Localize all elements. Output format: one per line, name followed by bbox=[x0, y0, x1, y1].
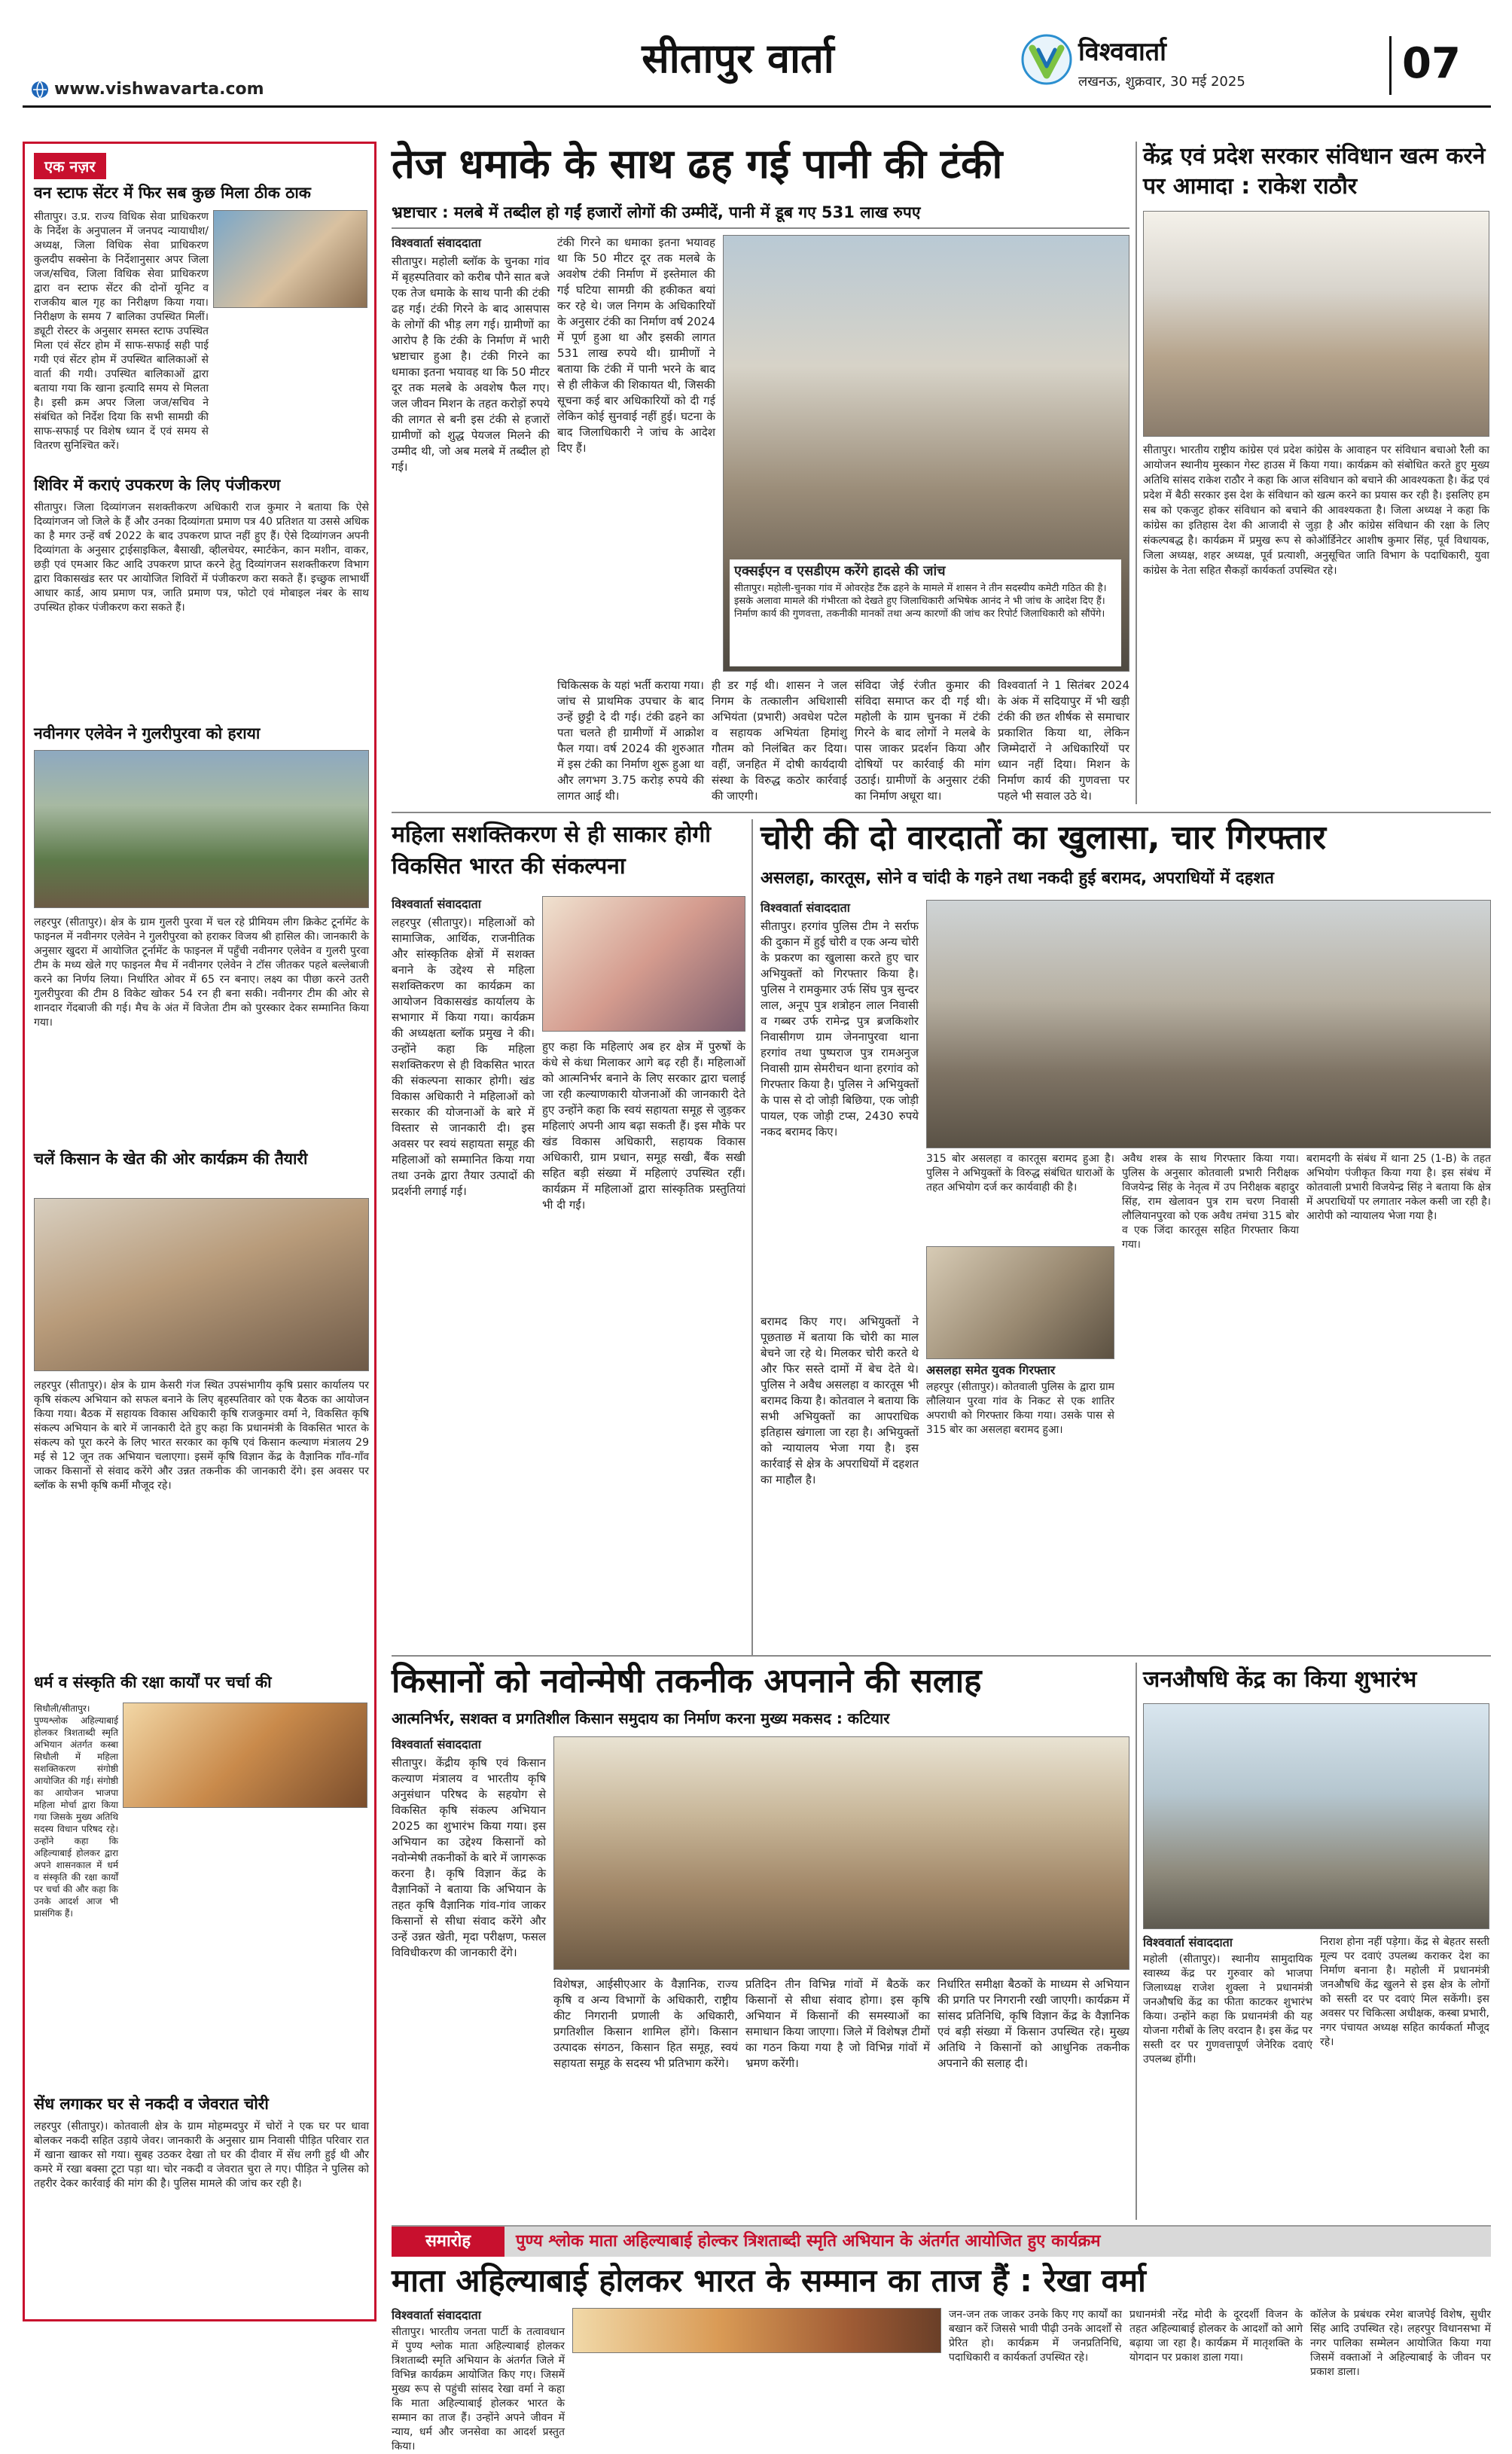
chori-photo-suspect bbox=[926, 1246, 1114, 1359]
sidebar-story-6-title: सेंध लगाकर घर से नकदी व जेवरात चोरी bbox=[34, 2095, 269, 2113]
sidebar-story-4-title: चलें किसान के खेत की ओर कार्यक्रम की तैयारी bbox=[34, 1150, 308, 1168]
lead-bottom-column-1: चिकित्सक के यहां भर्ती कराया गया। जांच से प्राथमिक उपचार के बाद उन्हें छुट्टी दे दी गई। टंकी ढहने का पता चलते ही ग्रामीणों में आक्रोश फैल गया। वर्ष 2024 की शुरुआत में इस टंकी का निर्माण शुरू हुआ था और लगभग 3.75 करोड़ रुपये की लागत आई थी। bbox=[557, 678, 704, 803]
chori-photo-arrested-group bbox=[926, 900, 1491, 1148]
lead-photo-tank-collapse bbox=[723, 235, 1129, 672]
sidebar-story-3-photo bbox=[34, 750, 369, 908]
kisan-subhead: आत्मनिर्भर, सशक्त व प्रगतिशील किसान समुदाय का निर्माण करना मुख्य मकसद : कटियार bbox=[392, 1709, 890, 1727]
samaroh-headline: माता अहिल्याबाई होलकर भारत के सम्मान का ताज हैं : रेखा वर्मा bbox=[392, 2262, 1146, 2299]
jan-byline: विश्ववार्ता संवाददाता bbox=[1143, 1935, 1233, 1949]
jan-photo-inauguration bbox=[1143, 1703, 1489, 1929]
header-rule bbox=[23, 105, 1491, 108]
chori-photo-1-caption: 315 बोर असलहा व कारतूस बरामद हुआ है। पुलिस ने अभियुक्तों के विरुद्ध संबंधित धाराओं के तहत अभियोग दर्ज कर कार्यवाही की है। bbox=[926, 1153, 1114, 1193]
lead-bottom-column-2: ही डर गई थी। शासन ने जल निगम के तत्कालीन अधिशासी अभियंता (प्रभारी) अवधेश पटेल व सहायक अभियंता हिमांशु गौतम को निलंबित कर दिया। वहीं, जनहित में दोषी कार्यदायी संस्था के विरुद्ध कठोर कार्रवाई की जाएगी। bbox=[712, 678, 847, 803]
sidebar-story-2-body: सीतापुर। जिला दिव्यांगजन सशक्तीकरण अधिकारी राज कुमार ने बताया कि ऐसे दिव्यांगजन जो जिले के हैं और उनका दिव्यांगता प्रमाण पत्र 40 प्रतिशत या उससे अधिक का है मगर उन्हें वर्ष 2022 के बाद उपकरण प्राप्त नहीं हुए हैं। ऐसे दिव्यांगजन अपनी दिव्यांगता के अनुसार ट्राईसाइकिल, बैसाखी, व्हीलचेयर, स्मार्टकेन, कान मशीन, वाकर, छड़ी एवं एमआर किट आदि उपकरण प्राप्त करने हेतु दिव्यांगजन सशक्तीकरण विभाग द्वारा विकासखंड स्तर पर आयोजित शिविरों में पंजीकरण करा सकते हैं। इच्छुक लाभार्थी आधार कार्ड, आय प्रमाण पत्र, जाति प्रमाण पत्र, फोटो एवं मोबाइल नंबर के साथ उपस्थित होकर पंजीकरण करा सकते हैं। bbox=[34, 501, 369, 614]
samaroh-tag: समारोह bbox=[392, 2227, 505, 2257]
kisan-headline: किसानों को नवोन्मेषी तकनीक अपनाने की सलाह bbox=[392, 1662, 982, 1700]
right-top-headline: केंद्र एवं प्रदेश सरकार संविधान खत्म करने पर आमादा : राकेश राठौर bbox=[1143, 143, 1486, 200]
right-top-caption: सीतापुर। भारतीय राष्ट्रीय कांग्रेस एवं प्रदेश कांग्रेस के आवाहन पर संविधान बचाओ रैली का आयोजन स्थानीय मुस्कान गेस्ट हाउस में किया गया। कार्यक्रम को संबोधित करते हुए मुख्य अतिथि सांसद राकेश राठौर ने कहा कि आज संविधान को बचाने की आवश्यकता है। केंद्र एवं प्रदेश में बैठी सरकार इस देश के संविधान को खत्म करने का प्रयास कर रही है। इसलिए हम सब को एकजुट होकर संविधान को बचाने की आवश्यकता है। जिला अध्यक्ष ने कहा कि कांग्रेस का इतिहास देश की आजादी से जुड़ा है और कांग्रेस संविधान की रक्षा के लिए संकल्पबद्ध है। कार्यक्रम में प्रमुख रूप से कोऑर्डिनेटर आशीष कुमार सिंह, पूर्व विधायक, जिला अध्यक्ष, शहर अध्यक्ष, पूर्व प्रत्याशी, अनुसूचित जाति विभाग के पदाधिकारी, युवा कांग्रेस के नेता सहित सैकड़ों कार्यकर्ता उपस्थित रहे। bbox=[1143, 444, 1489, 577]
kisan-column-2: विशेषज्ञ, आईसीएआर के वैज्ञानिक, राज्य कृषि व अन्य विभागों के अधिकारी, राष्ट्रीय कीट निगरानी प्रणाली के अधिकारी, प्रगतिशील किसान शामिल होंगे। किसान उत्पादक संगठन, किसान हित समूह, स्वयं सहायता समूह के सदस्य भी प्रतिभाग करेंगे। bbox=[553, 1977, 738, 2070]
brand-name: विश्ववार्ता bbox=[1078, 37, 1166, 67]
dateline: लखनऊ, शुक्रवार, 30 मई 2025 bbox=[1078, 74, 1245, 90]
page-section-title: सीतापुर वार्ता bbox=[642, 34, 834, 82]
header-divider bbox=[1389, 36, 1392, 95]
page-header bbox=[0, 0, 1512, 113]
samaroh-photo-stage bbox=[572, 2308, 941, 2353]
lead-bottom-column-3: संविदा जेई रंजीत कुमार की संविदा समाप्त कर दी गई थी। महोली के ग्राम चुनका में टंकी गिरने के बाद लोगों ने मलबे के पास जाकर प्रदर्शन किया और दोषियों पर कार्रवाई की मांग उठाई। ग्रामीणों के अनुसार टंकी का निर्माण अधूरा था। bbox=[855, 678, 990, 803]
section-rule-2 bbox=[392, 1655, 1491, 1657]
chori-column-1 bbox=[761, 900, 919, 1310]
globe-icon bbox=[30, 80, 50, 99]
samaroh-column-2: जन-जन तक जाकर उनके किए गए कार्यों का बखान करें जिससे भावी पीढ़ी उनके आदर्शों से प्रेरित हो। कार्यक्रम में जनप्रतिनिधि, पदाधिकारी व कार्यकर्ता उपस्थित रहे। bbox=[949, 2309, 1122, 2364]
chori-byline: विश्ववार्ता संवाददाता bbox=[761, 901, 850, 915]
lead-photo-caption-title: एक्सईएन व एसडीएम करेंगे हादसे की जांच bbox=[734, 563, 946, 579]
mahila-column-2: हुए कहा कि महिलाएं अब हर क्षेत्र में पुरुषों के कंधे से कंधा मिलाकर आगे बढ़ रही हैं। महिलाओं को आत्मनिर्भर बनाने के लिए सरकार द्वारा चलाई जा रही कल्याणकारी योजनाओं की जानकारी देते हुए उन्होंने कहा कि स्वयं सहायता समूह से जुड़कर महिलाएं अपनी आय बढ़ा सकती हैं। इस मौके पर खंड विकास अधिकारी, सहायक विकास अधिकारी, ग्राम प्रधान, समूह सखी, बैंक सखी सहित बड़ी संख्या में महिलाएं उपस्थित रहीं। कार्यक्रम में महिलाओं द्वारा सांस्कृतिक प्रस्तुतियां भी दी गईं। bbox=[542, 1040, 745, 1212]
sidebar-story-3-title: नवीनगर एलेवेन ने गुलरीपुरवा को हराया bbox=[34, 724, 261, 742]
sidebar-story-6-body: लहरपुर (सीतापुर)। कोतवाली क्षेत्र के ग्राम मोहम्मदपुर में चोरों ने एक घर पर धावा बोलकर नकदी सहित उड़ाये जेवर। जानकारी के अनुसार ग्राम निवासी पीड़ित परिवार रात में खाना खाकर सो गया। सुबह उठकर देखा तो घर की दीवार में सेंध लगी हुई थी और कमरे में रखा बक्सा टूटा पड़ा था। चोर नकदी व जेवरात चुरा ले गए। पीड़ित ने पुलिस को तहरीर देकर कार्रवाई की मांग की है। पुलिस मामले की जांच कर रही है। bbox=[34, 2120, 369, 2190]
jan-column-1 bbox=[1143, 1935, 1312, 2218]
kisan-divider bbox=[1136, 1663, 1137, 2220]
sidebar-story-1-photo bbox=[213, 210, 367, 308]
lead-column-2: टंकी गिरने का धमाका इतना भयावह था कि 50 मीटर दूर तक मलबे के अवशेष टंकी निर्माण में इस्तेमाल की गई घटिया सामग्री की हकीकत बयां कर रहे थे। जल निगम के अधिकारियों के अनुसार टंकी का निर्माण वर्ष 2024 में पूर्ण हुआ था और इसकी लागत 531 लाख रुपये थी। ग्रामीणों ने बताया कि टंकी में पानी भरने के बाद से ही लीकेज की शिकायत थी, जिसकी सूचना कई बार अधिकारियों को दी गई लेकिन कोई सुनवाई नहीं हुई। घटना के बाद जिलाधिकारी ने जांच के आदेश दिए हैं। bbox=[557, 236, 715, 455]
mahila-photo-event bbox=[542, 896, 745, 1032]
page-number: 07 bbox=[1402, 39, 1461, 88]
lead-byline: विश्ववार्ता संवाददाता bbox=[392, 236, 481, 250]
sidebar-story-2-title: शिविर में कराएं उपकरण के लिए पंजीकरण bbox=[34, 476, 281, 494]
website-link[interactable]: www.vishwavarta.com bbox=[54, 80, 264, 99]
jan-headline: जनऔषधि केंद्र का किया शुभारंभ bbox=[1143, 1666, 1417, 1693]
chori-column-3: अवैध शस्त्र के साथ गिरफ्तार किया गया। पुलिस के अनुसार कोतवाली प्रभारी निरीक्षक विजयेन्द्र सिंह के नेतृत्व में उप निरीक्षक बहादुर सिंह, राम खेलावन पुत्र राम चरण निवासी लौलियानपुरवा को एक अवैध तमंचा 315 बोर व एक जिंदा कारतूस सहित गिरफ्तार किया गया। bbox=[1122, 1153, 1299, 1251]
samaroh-strip bbox=[392, 2225, 1491, 2257]
samaroh-byline: विश्ववार्ता संवाददाता bbox=[392, 2308, 481, 2322]
mahila-divider bbox=[751, 819, 753, 1655]
chori-photo-2-caption bbox=[926, 1363, 1114, 1649]
lead-headline: तेज धमाके के साथ ढह गई पानी की टंकी bbox=[392, 140, 1003, 187]
sidebar-story-5-title: धर्म व संस्कृति की रक्षा कार्यों पर चर्चा की bbox=[34, 1673, 272, 1691]
kisan-photo-meeting bbox=[553, 1736, 1129, 1970]
mahila-headline: महिला सशक्तिकरण से ही साकार होगी विकसित भारत की संकल्पना bbox=[392, 822, 712, 879]
mahila-column-1-text: लहरपुर (सीतापुर)। महिलाओं को सामाजिक, आर्थिक, राजनीतिक और सांस्कृतिक क्षेत्रों में सशक्त बनाने के उद्देश्य से महिला सशक्तिकरण का कार्यक्रम का आयोजन विकासखंड कार्यालय के सभागार में किया गया। कार्यक्रम की अध्यक्षता ब्लॉक प्रमुख ने की। उन्होंने कहा कि महिला सशक्तिकरण से ही विकसित भारत की संकल्पना साकार होगी। खंड विकास अधिकारी ने महिलाओं को सरकार की योजनाओं के बारे में विस्तार से जानकारी दी। इस अवसर पर स्वयं सहायता समूह की महिलाओं को सम्मानित किया गया तथा उनके द्वारा तैयार उत्पादों की प्रदर्शनी लगाई गई। bbox=[392, 916, 535, 1198]
chori-column-1-text: सीतापुर। हरगांव पुलिस टीम ने सर्राफ की दुकान में हुई चोरी व एक अन्य चोरी के प्रकरण का खुलासा करते हुए चार अभियुक्तों को गिरफ्तार किया है। पुलिस ने रामकुमार उर्फ सिंघ पुत्र सुन्दर लाल, अनूप पुत्र शत्रोहन लाल निवासी व गब्बर उर्फ रामेन्द्र पुत्र ब्रजकिशोर निवासीगण ग्राम जेननापुरवा थाना हरगांव तथा पुष्पराज पुत्र रामअनुज निवासी ग्राम सेमरीचन थाना हरगांव को गिरफ्तार किया है। पुलिस ने अभियुक्तों के पास से दो जोड़ी बिछिया, एक जोड़ी पायल, एक जोड़ी टप्स, 2430 रुपये नकद बरामद किए। bbox=[761, 919, 919, 1139]
kisan-column-1-text: सीतापुर। केंद्रीय कृषि एवं किसान कल्याण मंत्रालय व भारतीय कृषि अनुसंधान परिषद के सहयोग से विकसित कृषि संकल्प अभियान 2025 का शुभारंभ किया गया। इस अभियान का उद्देश्य किसानों को नवोन्मेषी तकनीकों के बारे में जागरूक करना है। कृषि विज्ञान केंद्र के वैज्ञानिकों ने बताया कि अभियान के तहत कृषि वैज्ञानिक गांव-गांव जाकर किसानों से सीधा संवाद करेंगे और उन्हें उन्नत खेती, मृदा परीक्षण, फसल विविधीकरण की जानकारी देंगे। bbox=[392, 1756, 546, 1959]
chori-column-4: बरामदगी के संबंध में थाना 25 (1-B) के तहत अभियोग पंजीकृत किया गया है। इस संबंध में कोतवाली प्रभारी विजयेन्द्र सिंह ने बताया कि क्षेत्र में अपराधियों पर लगातार नकेल कसी जा रही है। आरोपी को न्यायालय भेजा गया है। bbox=[1306, 1153, 1491, 1222]
lead-column-1 bbox=[392, 235, 550, 672]
sidebar-story-5-body-cont bbox=[34, 1812, 369, 1813]
samaroh-column-1 bbox=[392, 2308, 565, 2452]
kisan-column-1 bbox=[392, 1736, 546, 2218]
jan-column-2: निराश होना नहीं पड़ेगा। केंद्र से बेहतर सस्ती मूल्य पर दवाएं उपलब्ध कराकर देश का निर्माण बनाना है। महोली में प्रधानमंत्री जनऔषधि केंद्र खुलने से इस क्षेत्र के लोगों को सस्ती दर पर दवाएं मिल सकेंगी। इस अवसर पर चिकित्सा अधीक्षक, कस्बा प्रभारी, नगर पंचायत अध्यक्ष सहित कार्यकर्ता मौजूद रहे। bbox=[1320, 1936, 1489, 2048]
sidebar-story-5-body: सिधौली/सीतापुर। पुण्यश्लोक अहिल्याबाई होलकर त्रिशताब्दी स्मृति अभियान अंतर्गत कस्बा सिधौली में महिला सशक्तिकरण संगोष्ठी आयोजित की गई। संगोष्ठी का आयोजन भाजपा महिला मोर्चा द्वारा किया गया जिसके मुख्य अतिथि सदस्य विधान परिषद रहे। उन्होंने कहा कि अहिल्याबाई होलकर द्वारा अपने शासनकाल में धर्म व संस्कृति की रक्षा कार्यों पर चर्चा की और कहा कि उनके आदर्श आज भी प्रासंगिक हैं। bbox=[34, 1703, 118, 1919]
sidebar-ek-nazar bbox=[23, 142, 376, 2321]
sidebar-story-4-body: लहरपुर (सीतापुर)। क्षेत्र के ग्राम केसरी गंज स्थित उपसंभागीय कृषि प्रसार कार्यालय पर कृषि संकल्प अभियान को सफल बनाने के लिए बृहस्पतिवार को एक बैठक का आयोजन किया गया। बैठक में सहायक विकास अधिकारी कृषि राजकुमार वर्मा ने, विकसित कृषि संकल्प अभियान के बारे में जानकारी देते हुए कहा कि प्रधानमंत्री के विकसित भारत के संकल्प को पूरा करने के लिए भारत सरकार का कृषि एवं किसान कल्याण मंत्रालय 29 मई से 12 जून तक अभियान चलाएगा। इसमें कृषि विज्ञान केंद्र के वैज्ञानिक गाँव-गाँव जाकर किसानों से संवाद करेंगे और उन्नत तकनीक की जानकारी देंगे। इस अवसर पर ब्लॉक के सभी कृषि कर्मी मौजूद रहे। bbox=[34, 1379, 369, 1492]
sidebar-story-4-photo bbox=[34, 1198, 369, 1371]
kisan-column-4: निर्धारित समीक्षा बैठकों के माध्यम से अभियान की प्रगति पर निगरानी रखी जाएगी। कार्यक्रम में सांसद प्रतिनिधि, कृषि विज्ञान केंद्र के वैज्ञानिक एवं बड़ी संख्या में किसान उपस्थित रहे। मुख्य अतिथि ने किसानों को आधुनिक तकनीक अपनाने की सलाह दी। bbox=[937, 1977, 1129, 2070]
chori-headline: चोरी की दो वारदातों का खुलासा, चार गिरफ्तार bbox=[761, 819, 1326, 857]
right-top-photo-rally bbox=[1143, 211, 1489, 437]
sidebar-story-1-title: वन स्टाफ सेंटर में फिर सब कुछ मिला ठीक ठाक bbox=[34, 184, 311, 202]
lead-rule bbox=[392, 227, 1129, 229]
kisan-column-3: प्रतिदिन तीन विभिन्न गांवों में बैठकें कर किसानों से सीधा संवाद होगा। इस कृषि अभियान में किसानों की समस्याओं का समाधान किया जाएगा। जिले में विशेषज्ञ टीमों का गठन किया गया है जो विभिन्न गांवों में भ्रमण करेंगी। bbox=[745, 1977, 930, 2070]
samaroh-column-1-text: सीतापुर। भारतीय जनता पार्टी के तत्वावधान में पुण्य श्लोक माता अहिल्याबाई होलकर त्रिशताब्दी स्मृति अभियान के अंतर्गत जिले में विभिन्न कार्यक्रम आयोजित किए गए। जिसमें मुख्य रूप से पहुंची सांसद रेखा वर्मा ने कहा कि माता अहिल्याबाई होलकर भारत के सम्मान का ताज हैं। उन्होंने अपने जीवन में न्याय, धर्म और जनसेवा का आदर्श प्रस्तुत किया। bbox=[392, 2326, 565, 2452]
lead-column-1-text: सीतापुर। महोली ब्लॉक के चुनका गांव में बृहस्पतिवार को करीब पौने सात बजे एक तेज धमाके के साथ पानी की टंकी ढह गई। टंकी गिरने के बाद आसपास के लोगों की भीड़ लग गई। ग्रामीणों का आरोप है कि टंकी के निर्माण में भारी भ्रष्टाचार हुआ है। टंकी गिरने का धमाका इतना भयावह था कि 50 मीटर दूर तक मलबे के अवशेष फैल गए। जल जीवन मिशन के तहत करोड़ों रुपये की लागत से बनी इस टंकी से हजारों ग्रामीणों को शुद्ध पेयजल मिलने की उम्मीद थी, जो अब मलबे में तब्दील हो गई। bbox=[392, 255, 550, 474]
jan-column-1-text: महोली (सीतापुर)। स्थानीय सामुदायिक स्वास्थ्य केंद्र पर गुरुवार को भाजपा जिलाध्यक्ष राजेश शुक्ला ने प्रधानमंत्री जनऔषधि केंद्र का फीता काटकर शुभारंभ किया। उन्होंने कहा कि प्रधानमंत्री की यह योजना गरीबों के लिए वरदान है। इस केंद्र पर सस्ती दर पर गुणवत्तापूर्ण जेनेरिक दवाएं उपलब्ध होंगी। bbox=[1143, 1953, 1312, 2065]
right-top-divider bbox=[1136, 142, 1137, 804]
mahila-column-1 bbox=[392, 896, 535, 1649]
sidebar-story-1-body: सीतापुर। उ.प्र. राज्य विधिक सेवा प्राधिकरण के निर्देश के अनुपालन में जनपद न्यायाधीश/अध्यक्ष, जिला विधिक सेवा प्राधिकरण कुलदीप सक्सेना के निर्देशानुसार अपर जिला जज/सचिव, जिला विधिक सेवा प्राधिकरण द्वारा वन स्टाफ सेंटर की दोनों यूनिट व राजकीय बाल गृह का निरीक्षण किया गया। निरीक्षण के समय 7 बालिका उपस्थित मिलीं। ड्यूटी रोस्टर के अनुसार समस्त स्टाफ उपस्थित मिला एवं सेंटर होम में साफ-सफाई सही पाई गयी एवं सेंटर होम में उपस्थित बालिकाओं से वार्ता की गयी। उपस्थित बालिकाओं द्वारा बताया गया कि खाना इत्यादि समय से मिलता है। इसी क्रम अपर जिला जज/सचिव ने संबंधित को निर्देश दिया कि सभी सामग्री की साफ-सफाई पर विशेष ध्यान दें एवं समय से वितरण सुनिश्चित करें। bbox=[34, 211, 209, 452]
chori-photo-2-caption-body: लहरपुर (सीतापुर)। कोतवाली पुलिस के द्वारा ग्राम लौलियान पुरवा गांव के निकट से एक शातिर अपराधी को गिरफ्तार किया गया। उसके पास से 315 बोर का असलहा बरामद हुआ। bbox=[926, 1381, 1114, 1436]
samaroh-column-4: कॉलेज के प्रबंधक रमेश बाजपेई विशेष, सुधीर सिंह आदि उपस्थित रहे। लहरपुर विधानसभा में नगर पालिका सम्मेलन आयोजित किया गया जिसमें वक्ताओं ने अहिल्याबाई के जीवन पर प्रकाश डाला। bbox=[1310, 2309, 1491, 2378]
kisan-byline: विश्ववार्ता संवाददाता bbox=[392, 1737, 481, 1751]
samaroh-strip-text: पुण्य श्लोक माता अहिल्याबाई होल्कर त्रिशताब्दी स्मृति अभियान के अंतर्गत आयोजित हुए कार्यक्रम bbox=[516, 2232, 1101, 2251]
brand-logo bbox=[1020, 33, 1073, 86]
sidebar-story-5-photo bbox=[123, 1703, 367, 1808]
lead-subhead: भ्रष्टाचार : मलबे में तब्दील हो गईं हजारों लोगों की उम्मीदें, पानी में डूब गए 531 लाख रुपए bbox=[392, 203, 921, 221]
lead-photo-caption bbox=[730, 559, 1121, 666]
sidebar-story-3-body: लहरपुर (सीतापुर)। क्षेत्र के ग्राम गुलरी पुरवा में चल रहे प्रीमियम लीग क्रिकेट टूर्नामेंट के फाइनल में नवीनगर एलेवेन ने गुलरीपुरवा को हराकर विजय श्री हासिल की। जानकारी के अनुसार खुदरा में आयोजित टूर्नामेंट के फाइनल में पहुँची नवीनगर एलेवेन व गुलरी पुरवा टीम के मध्य खेले गए फाइनल मैच में नवीनगर एलेवेन ने टॉस जीतकर पहले बल्लेबाजी करने का निर्णय लिया। निर्धारित ओवर में 65 रन बनाए। लक्ष्य का पीछा करने उतरी गुलरीपुरवा की टीम 8 विकेट खोकर 54 रन ही बना सकी। नवीनगर टीम की ओर से शानदार गेंदबाजी की गई। मैच के अंत में विजेता टीम को पुरस्कार देकर सम्मानित किया गया। bbox=[34, 916, 369, 1029]
mahila-byline: विश्ववार्ता संवाददाता bbox=[392, 897, 481, 911]
lead-bottom-column-4: विश्ववार्ता ने 1 सितंबर 2024 के अंक में सदियापुर में भी खड़ी टंकी की छत शीर्षक से समाचार प्रकाशित किया था, लेकिन जिम्मेदारों ने अधिकारियों पर ध्यान नहीं दिया। मिशन के निर्माण कार्य की गुणवत्ता पर पहले भी सवाल उठे थे। bbox=[998, 678, 1129, 803]
chori-column-2: बरामद किए गए। अभियुक्तों ने पूछताछ में बताया कि चोरी का माल बेचने जा रहे थे। मिलकर चोरी करते थे और फिर सस्ते दामों में बेच देते थे। पुलिस ने अवैध असलहा व कारतूस भी बरामद किया है। कोतवाल ने बताया कि सभी अभियुक्तों का आपराधिक इतिहास खंगाला जा रहा है। अभियुक्तों को न्यायालय भेजा गया है। इस कार्रवाई से क्षेत्र के अपराधियों में दहशत का माहौल है। bbox=[761, 1315, 919, 1486]
section-rule-1 bbox=[392, 812, 1491, 813]
sidebar-label: एक नज़र bbox=[34, 153, 106, 179]
chori-photo-2-caption-title: असलहा समेत युवक गिरफ्तार bbox=[926, 1363, 1056, 1377]
lead-photo-caption-body: सीतापुर। महोली-चुनका गांव में ओवरहेड टैंक ढहने के मामले में शासन ने तीन सदस्यीय कमेटी गठित की है। इसके अलावा मामले की गंभीरता को देखते हुए जिलाधिकारी अभिषेक आनंद ने भी जांच के आदेश दिए हैं। निर्माण कार्य की गुणवत्ता, तकनीकी मानकों तथा अन्य कारणों की जांच कर रिपोर्ट जिलाधिकारी को सौंपेंगे। bbox=[734, 583, 1107, 620]
chori-subhead: असलहा, कारतूस, सोने व चांदी के गहने तथा नकदी हुई बरामद, अपराधियों में दहशत bbox=[761, 869, 1274, 888]
sidebar-story-1-body-cont bbox=[34, 311, 369, 312]
samaroh-column-3: प्रधानमंत्री नरेंद्र मोदी के दूरदर्शी विजन के तहत अहिल्याबाई होलकर के आदर्शों को आगे बढ़ाया जा रहा है। कार्यक्रम में मातृशक्ति के योगदान पर प्रकाश डाला गया। bbox=[1129, 2309, 1303, 2364]
